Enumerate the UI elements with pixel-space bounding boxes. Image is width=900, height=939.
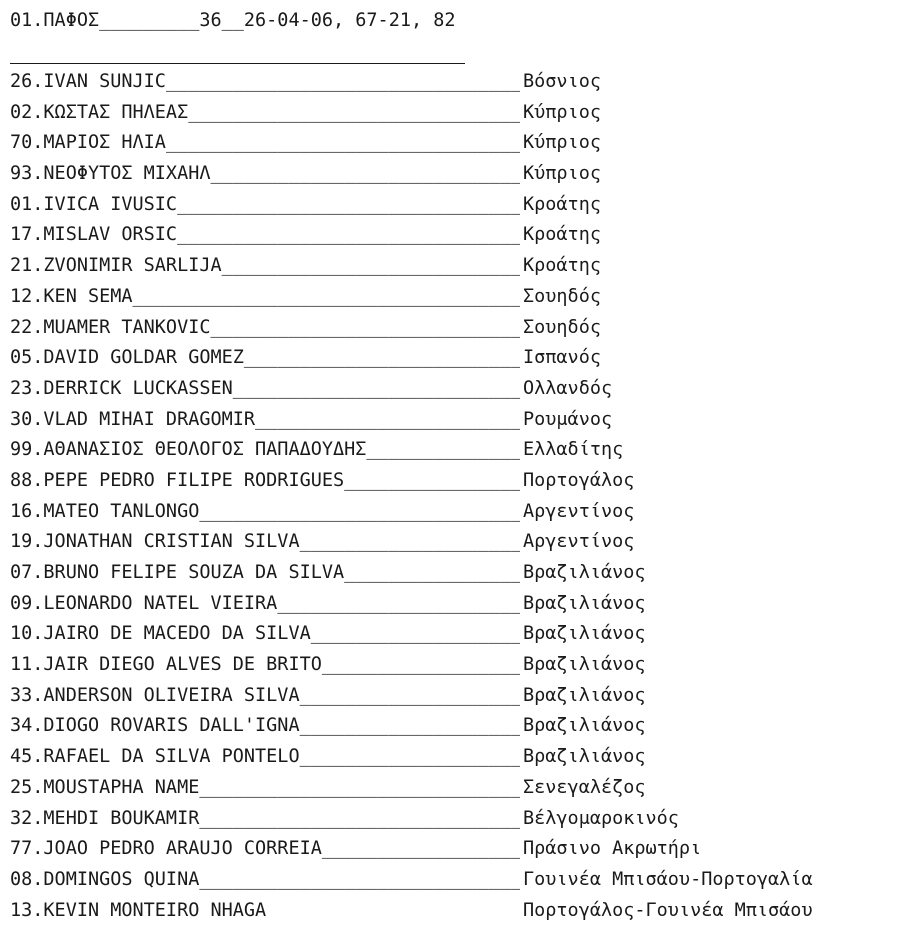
player-nationality: Κύπριος <box>523 101 601 123</box>
player-row <box>10 711 895 742</box>
player-name: 02.ΚΩΣΤΑΣ ΠΗΛΕΑΣ _____ <box>10 98 520 129</box>
player-name: 22.MUAMER TANKOVIC _____ <box>10 313 520 344</box>
player-name: 05.DAVID GOLDAR GOMEZ _____ <box>10 343 520 374</box>
player-nationality: Ελλαδίτης <box>523 439 624 461</box>
player-row <box>10 834 895 865</box>
player-name: 08.DOMINGOS QUINA _____ <box>10 865 520 896</box>
player-nationality: Βόσνιος <box>523 71 601 92</box>
player-nationality: Σουηδός <box>523 316 601 338</box>
player-row <box>10 282 895 313</box>
player-nationality: Βέλγομαροκινός <box>523 807 679 829</box>
player-nationality: Σενεγαλέζος <box>523 776 646 798</box>
player-nationality: Βραζιλιάνος <box>523 684 646 706</box>
player-row <box>10 497 895 528</box>
player-name: 26.IVAN SUNJIC _____ <box>10 67 520 98</box>
player-name: 07.BRUNO FELIPE SOUZA DA SILVA _____ <box>10 558 520 589</box>
player-row <box>10 896 895 927</box>
player-name: 19.JONATHAN CRISTIAN SILVA _____ <box>10 527 520 558</box>
player-nationality: Βραζιλιάνος <box>523 623 646 645</box>
player-nationality: Πορτογάλος-Γουινέα Μπισάου <box>523 899 813 921</box>
player-name: 10.JAIRO DE MACEDO DA SILVA _____ <box>10 619 520 650</box>
player-nationality: Κροάτης <box>523 255 601 277</box>
header-divider <box>10 63 465 64</box>
player-name: 23.DERRICK LUCKASSEN _____ <box>10 374 520 405</box>
player-nationality: Αργεντίνος <box>523 531 635 553</box>
player-name: 93.ΝΕΟΦΥΤΟΣ ΜΙΧΑΗΛ _____ <box>10 159 520 190</box>
player-name: 30.VLAD MIHAI DRAGOMIR _____ <box>10 405 520 436</box>
player-row <box>10 159 895 190</box>
team-header: 01.ΠΑΦΟΣ_________36__26-04-06, 67-21, 82 <box>10 10 456 31</box>
player-nationality: Βραζιλιάνος <box>523 562 646 583</box>
player-name: 13.KEVIN MONTEIRO NHAGA <box>10 899 267 921</box>
player-name: 88.PEPE PEDRO FILIPE RODRIGUES _____ <box>10 466 520 497</box>
player-nationality: Κύπριος <box>523 132 601 154</box>
player-row <box>10 804 895 835</box>
player-row <box>10 98 895 129</box>
player-row <box>10 343 895 374</box>
player-row <box>10 742 895 773</box>
player-nationality: Αργεντίνος <box>523 500 635 522</box>
player-row <box>10 773 895 804</box>
player-row <box>10 650 895 681</box>
player-nationality: Βραζιλιάνος <box>523 715 646 737</box>
player-row <box>10 558 895 589</box>
player-name: 45.RAFAEL DA SILVA PONTELO _____ <box>10 742 520 773</box>
player-name: 01.IVICA IVUSIC _____ <box>10 190 520 221</box>
player-name: 70.ΜΑΡΙΟΣ ΗΛΙΑ _____ <box>10 128 520 159</box>
player-name: 21.ZVONIMIR SARLIJA _____ <box>10 251 520 282</box>
player-name: 33.ANDERSON OLIVEIRA SILVA _____ <box>10 681 520 712</box>
player-name: 32.MEHDI BOUKAMIR _____ <box>10 804 520 835</box>
player-name: 25.MOUSTAPHA NAME _____ <box>10 773 520 804</box>
player-nationality: Ισπανός <box>523 347 601 369</box>
player-row <box>10 190 895 221</box>
player-name: 11.JAIR DIEGO ALVES DE BRITO _____ <box>10 650 520 681</box>
player-roster <box>10 67 895 926</box>
player-row <box>10 313 895 344</box>
player-row <box>10 589 895 620</box>
player-nationality: Βραζιλιάνος <box>523 746 646 768</box>
player-nationality: Ρουμάνος <box>523 408 613 430</box>
player-nationality: Βραζιλιάνος <box>523 592 646 614</box>
player-row <box>10 220 895 251</box>
player-row <box>10 374 895 405</box>
player-name: 16.MATEO TANLONGO _____ <box>10 497 520 528</box>
player-nationality: Πράσινο Ακρωτήρι <box>523 838 702 860</box>
player-row <box>10 865 895 896</box>
player-nationality: Κύπριος <box>523 163 601 185</box>
player-name: 17.MISLAV ORSIC _____ <box>10 220 520 251</box>
player-row <box>10 405 895 436</box>
player-name: 99.ΑΘΑΝΑΣΙΟΣ ΘΕΟΛΟΓΟΣ ΠΑΠΑΔΟΥΔΗΣ _____ <box>10 435 520 466</box>
player-row <box>10 67 895 98</box>
player-nationality: Κροάτης <box>523 224 601 246</box>
player-nationality: Βραζιλιάνος <box>523 654 646 676</box>
player-name: 34.DIOGO ROVARIS DALL'IGNA _____ <box>10 711 520 742</box>
player-row <box>10 681 895 712</box>
player-nationality: Ολλανδός <box>523 377 613 399</box>
player-nationality: Σουηδός <box>523 285 601 307</box>
player-row <box>10 527 895 558</box>
player-row <box>10 251 895 282</box>
player-row <box>10 619 895 650</box>
player-name: 09.LEONARDO NATEL VIEIRA _____ <box>10 589 520 620</box>
player-row <box>10 435 895 466</box>
player-row <box>10 466 895 497</box>
player-name: 12.KEN SEMA _____ <box>10 282 520 313</box>
player-name: 77.JOAO PEDRO ARAUJO CORREIA _____ <box>10 834 520 865</box>
player-nationality: Γουινέα Μπισάου-Πορτογαλία <box>523 868 813 890</box>
player-nationality: Πορτογάλος <box>523 469 635 491</box>
player-nationality: Κροάτης <box>523 193 601 215</box>
player-row <box>10 128 895 159</box>
